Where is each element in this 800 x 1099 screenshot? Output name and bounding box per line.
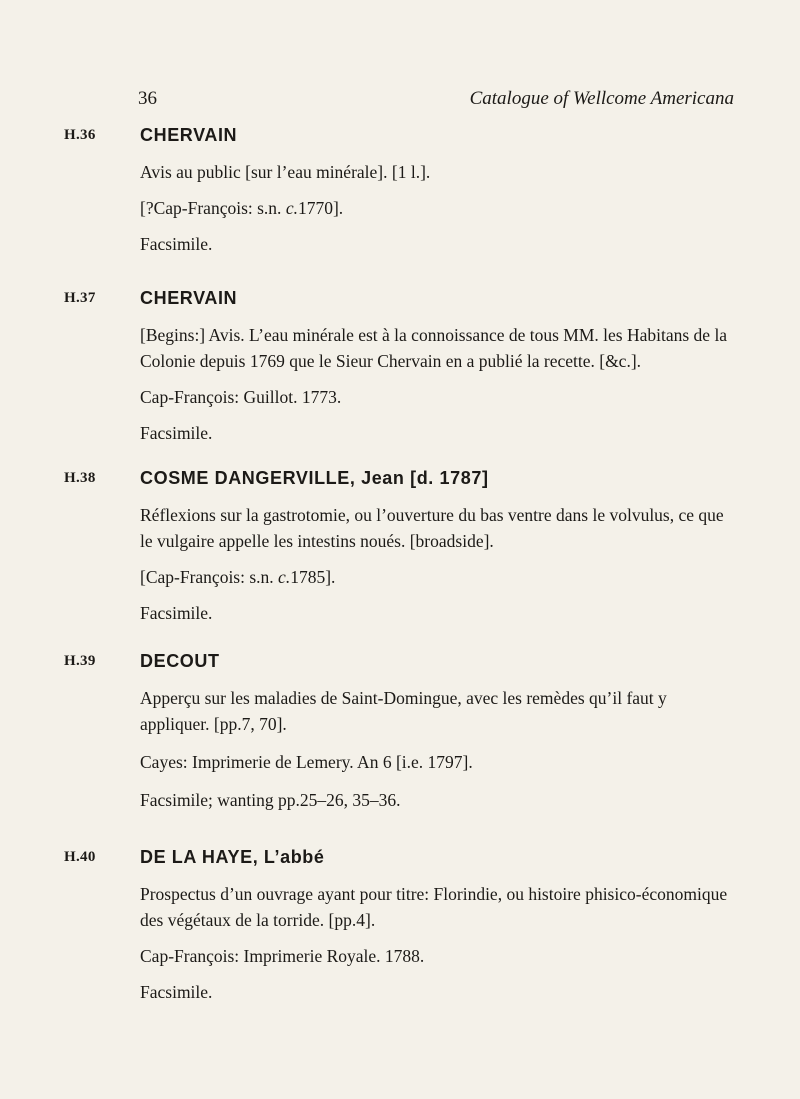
entry-note: Facsimile; wanting pp.25–26, 35–36.: [140, 790, 401, 810]
entry-id: H.40: [64, 849, 96, 865]
entry-title: Apperçu sur les maladies de Saint-Domingue, avec les remèdes qu’il faut y appliquer. [pp.7, 70].: [140, 688, 667, 734]
entry-title: [Begins:] Avis. L’eau minérale est à la connoissance de tous MM. les Habitans de la Colonie depuis 1769 que le Sieur Chervain en a publié la recette. [&c.].: [140, 325, 728, 371]
entry-imprint: Cap-François: Imprimerie Royale. 1788.: [140, 946, 425, 966]
entry-heading: DE LA HAYE, L’abbé: [140, 847, 325, 867]
imprint-place: [?Cap-François: s.n.: [140, 198, 286, 218]
entry-body: [140, 124, 740, 257]
entry-heading: DECOUT: [140, 651, 220, 671]
entry-imprint: [140, 564, 740, 590]
entry-id: H.39: [64, 653, 96, 669]
running-title: Catalogue of Wellcome Americana: [469, 88, 734, 109]
entry-note: Facsimile.: [140, 603, 213, 623]
entry-title: Avis au public [sur l’eau minérale]. [1 l.].: [140, 162, 431, 182]
entry-note: Facsimile.: [140, 423, 213, 443]
entry-id: H.37: [64, 290, 96, 306]
imprint-place: [Cap-François: s.n.: [140, 567, 279, 587]
entry-body: [140, 467, 740, 626]
entry-imprint: Cap-François: Guillot. 1773.: [140, 387, 342, 407]
imprint-circa: c.: [285, 198, 298, 218]
imprint-date: 1785].: [290, 567, 336, 587]
entry-body: [140, 846, 740, 1005]
entry-body: [140, 287, 740, 446]
entry-title: Prospectus d’un ouvrage ayant pour titre: Florindie, ou histoire phisico-économique des végétaux de la torride. [pp.4].: [140, 884, 728, 930]
entry-heading: COSME DANGERVILLE, Jean [d. 1787]: [140, 468, 489, 488]
entry-body: [140, 650, 740, 813]
entry-id: H.36: [64, 127, 96, 143]
entry-note: Facsimile.: [140, 234, 213, 254]
entry-id: H.38: [64, 470, 96, 486]
imprint-date: 1770].: [297, 198, 344, 218]
entry-heading: CHERVAIN: [140, 125, 238, 145]
running-head: [138, 88, 738, 116]
entry-heading: CHERVAIN: [140, 288, 238, 308]
entry-title: Réflexions sur la gastrotomie, ou l’ouverture du bas ventre dans le volvulus, ce que le vulgaire appelle les intestins noués. [broadside].: [140, 505, 724, 551]
entry-imprint: Cayes: Imprimerie de Lemery. An 6 [i.e. 1797].: [140, 752, 473, 772]
entry-imprint: [140, 195, 740, 221]
imprint-circa: c.: [278, 567, 291, 587]
entry-note: Facsimile.: [140, 982, 213, 1002]
page-number: 36: [138, 88, 157, 109]
